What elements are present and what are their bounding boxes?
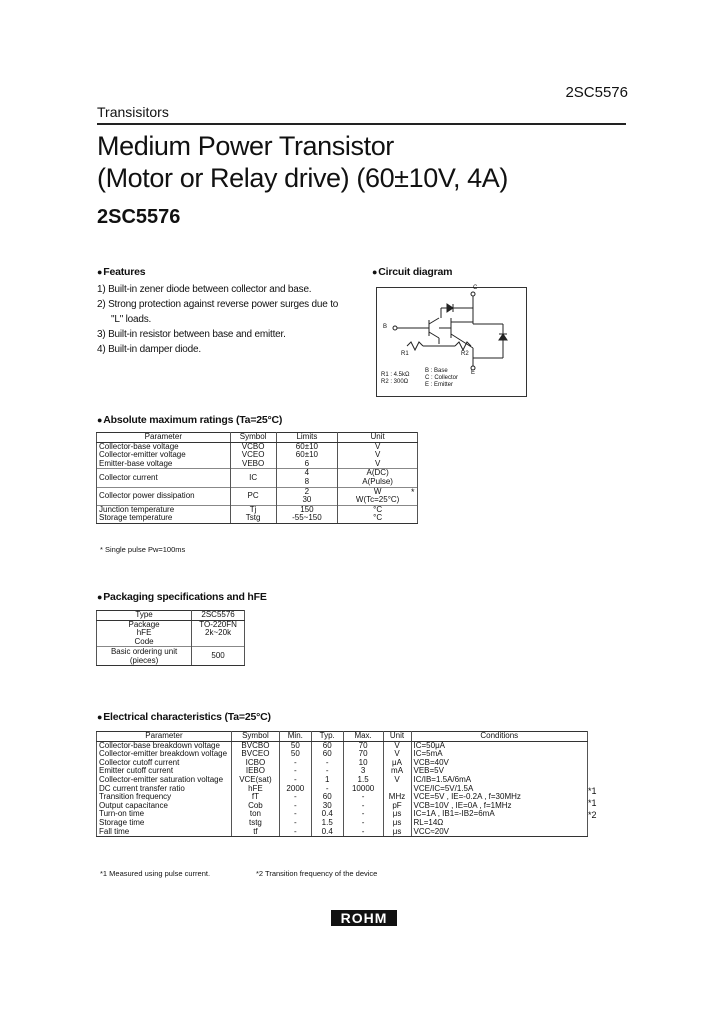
table-row: Turn-on time ton - 0.4 - μs IC=1A , IB1=-IB2=6mA — [97, 810, 588, 819]
circuit-diagram — [376, 287, 527, 397]
table-row: Basic ordering unit (pieces) 500 — [97, 647, 245, 666]
features-heading: ●Features — [97, 266, 146, 278]
table-row: Collector-emitter saturation voltage VCE(sat) - 1 1.5 V IC/IB=1.5A/6mA — [97, 776, 588, 785]
feature-item: 1) Built-in zener diode between collector and base. — [97, 284, 312, 295]
pin-legend: B : Base C : Collector E : Emitter — [425, 368, 459, 388]
table-row: hFE 2k~20k — [97, 629, 245, 638]
table-row: Collector-base breakdown voltage BVCBO 50 60 70 V IC=50μA — [97, 741, 588, 750]
header-rule — [97, 123, 626, 125]
table-row: Collector-emitter breakdown voltage BVCEO 50 60 70 V IC=5mA — [97, 750, 588, 759]
table-row: Storage temperature Tstg -55~150 °C — [97, 514, 418, 523]
bullet-icon: ● — [97, 415, 103, 425]
bullet-icon: ● — [97, 267, 103, 277]
circuit-heading: ●Circuit diagram — [372, 266, 453, 278]
label-e: E — [471, 370, 476, 376]
table-row: Storage time tstg - 1.5 - μs RL=14Ω — [97, 819, 588, 828]
table-row: Emitter-base voltage VEBO 6 V — [97, 460, 418, 469]
feature-item: 2) Strong protection against reverse power surges due to — [97, 299, 339, 310]
table-row: 8 A(Pulse) — [97, 478, 418, 487]
elec-table — [96, 731, 588, 837]
footnote-mark: *1 — [588, 786, 597, 796]
abs-max-heading: ●Absolute maximum ratings (Ta=25°C) — [97, 414, 283, 426]
table-row: Transition frequency fT - 60 - MHz VCE=5V , IE=-0.2A , f=30MHz — [97, 793, 588, 802]
table-row: Output capacitance Cob - 30 - pF VCB=10V , IE=0A , f=1MHz — [97, 802, 588, 811]
label-b: B — [383, 324, 388, 330]
abs-max-note: * Single pulse Pw=100ms — [100, 545, 186, 554]
table-row: Code — [97, 638, 245, 647]
header-part-number: 2SC5576 — [565, 84, 628, 101]
table-row: Package TO-220FN — [97, 620, 245, 629]
bullet-icon: ● — [97, 592, 103, 602]
table-row: Emitter cutoff current IEBO - - 3 mA VEB=5V — [97, 767, 588, 776]
table-row: Fall time tf - 0.4 - μs VCC≈20V — [97, 828, 588, 837]
bullet-icon: ● — [372, 267, 378, 277]
features-list — [97, 282, 338, 357]
document-category: Transisitors — [97, 104, 169, 120]
rohm-logo: ROHM — [331, 910, 397, 926]
label-r2: R2 — [461, 351, 469, 357]
elec-note-1: *1 Measured using pulse current. — [100, 869, 211, 878]
abs-max-table — [96, 432, 418, 524]
page-title — [97, 130, 508, 194]
label-r1: R1 — [401, 351, 409, 357]
packaging-heading: ●Packaging specifications and hFE — [97, 591, 267, 603]
elec-heading: ●Electrical characteristics (Ta=25°C) — [97, 711, 271, 723]
resistor-values: R1 : 4.5kΩ R2 : 300Ω — [381, 372, 410, 385]
pulse-footnote-mark: * — [411, 487, 415, 497]
table-header-row: Parameter Symbol Limits Unit — [97, 433, 418, 443]
table-row: 30 W(Tc=25°C) — [97, 496, 418, 505]
elec-note-2: *2 Transition frequency of the device — [256, 869, 378, 878]
table-row: Collector current IC 4 A(DC) — [97, 469, 418, 478]
feature-item: 4) Built-in damper diode. — [97, 344, 201, 355]
footnote-mark: *1 — [588, 798, 597, 808]
title-line-1: Medium Power Transistor — [97, 131, 394, 161]
packaging-table — [96, 610, 245, 666]
feature-item: 3) Built-in resistor between base and emitter. — [97, 329, 286, 340]
footnote-mark: *2 — [588, 810, 597, 820]
title-line-2: (Motor or Relay drive) (60±10V, 4A) — [97, 163, 508, 193]
bullet-icon: ● — [97, 712, 103, 722]
title-part-number: 2SC5576 — [97, 206, 181, 228]
feature-item: "L" loads. — [111, 314, 152, 325]
label-c: C — [473, 285, 478, 291]
table-header-row: Parameter Symbol Min. Typ. Max. Unit Conditions — [97, 732, 588, 742]
table-row: Collector cutoff current ICBO - - 10 μA VCB=40V — [97, 759, 588, 768]
table-row: Junction temperature Tj 150 °C — [97, 505, 418, 514]
table-row: Collector power dissipation PC 2 W — [97, 487, 418, 496]
table-header-row: Type 2SC5576 — [97, 611, 245, 621]
table-row: Collector-base voltage VCBO 60±10 V — [97, 442, 418, 451]
table-row: Collector-emitter voltage VCEO 60±10 V — [97, 451, 418, 460]
table-row: DC current transfer ratio hFE 2000 - 10000 VCE/IC=5V/1.5A — [97, 785, 588, 794]
